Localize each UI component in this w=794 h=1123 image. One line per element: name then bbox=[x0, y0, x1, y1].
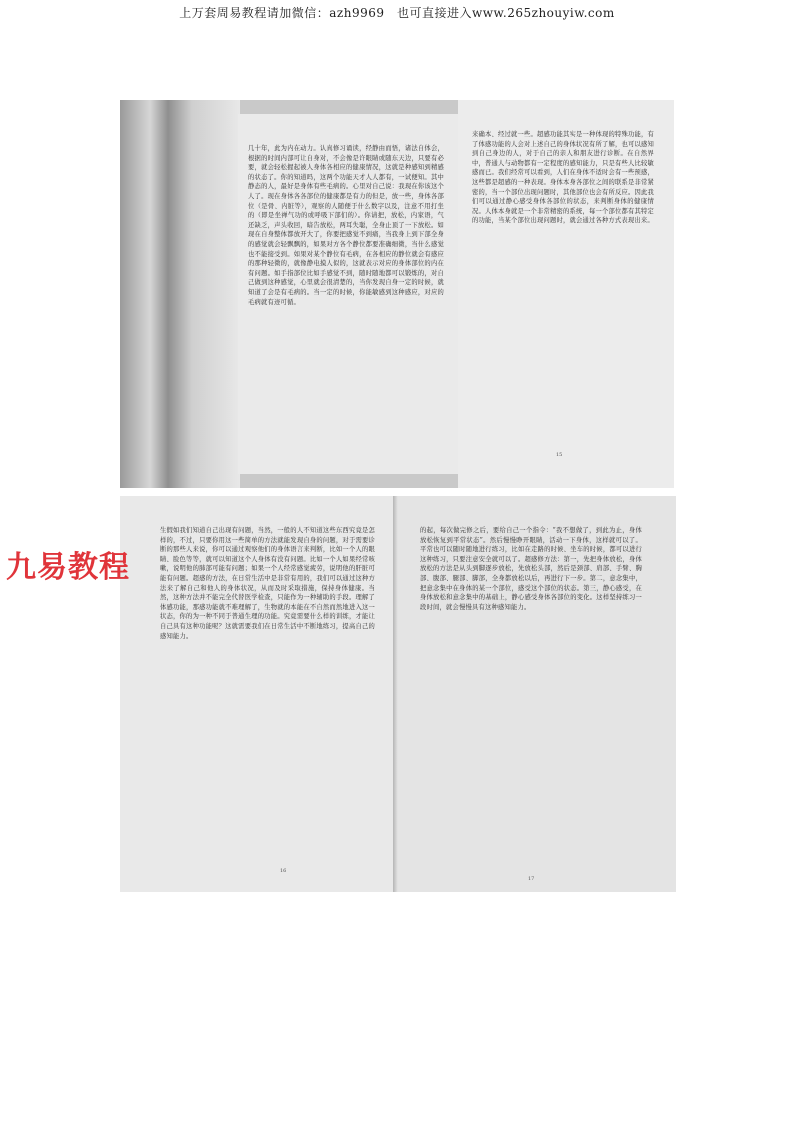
scan-spread-top bbox=[120, 100, 674, 488]
header-banner: 上万套周易教程请加微信：azh9969 也可直接进入www.265zhouyiw.com bbox=[179, 6, 615, 20]
bottom-left-page-number: 16 bbox=[280, 868, 287, 874]
book-page-edges bbox=[120, 100, 240, 488]
top-left-page bbox=[238, 114, 458, 474]
bottom-left-page bbox=[120, 496, 398, 892]
top-right-page bbox=[458, 100, 674, 488]
top-right-page-text: 来确本、经过就一些。超感功能其实是一种体现的特殊功能，有了体感功能的人会对上述自己的身体状况有所了解，也可以感知到自己身边的人，对于自己的亲人和朋友进行诊断。在自然界中，普通人与动物都有一定程度的感知能力，只是有些人比较敏感而已。我们经常可以看到，人们在身体不适时会有一些预感，这些都是超感的一种表现。身体本身各部位之间的联系是非常紧密的，当一个部位出现问题时，其他部位也会有所反应。因此我们可以通过静心感受身体各部位的状态，来判断身体的健康情况。人体本身就是一个非常精密的系统，每一个部位都有其特定的功能，当某个部位出现问题时，就会通过各种方式表现出来。 bbox=[472, 131, 654, 225]
bottom-left-page-text: 生假如我们知道自己出现有问题，当然，一般的人不知道这些东西究竟是怎样的，不过，只要你用这一些简单的方法就能发现自身的问题，对于需要诊断的那些人来说，你可以通过观察他们的身体语言来判断，比如一个人的眼睛、脸色等等，就可以知道这个人身体有没有问题。比如一个人如果经常咳嗽，说明他的肺部可能有问题；如果一个人经常感觉疲劳，说明他的肝脏可能有问题。超感的方法，在日常生活中是非常有用的，我们可以通过这种方法来了解自己和他人的身体状况，从而及时采取措施，保持身体健康。当然，这种方法并不能完全代替医学检查，只能作为一种辅助的手段。理解了体感功能，那感功能就不难理解了，生物就的本能在不自然而然地进入这一状态，你的为一种不同于普通生理的功能。究竟需要什么样的训练，才能让自己具有这种功能呢？这就需要我们在日常生活中不断地练习，提高自己的感知能力。 bbox=[160, 527, 375, 640]
bottom-right-page bbox=[398, 496, 676, 892]
scan-spread-bottom bbox=[120, 496, 676, 892]
top-left-page-text: 几十年，此为内在动力。认真修习诵读，经静由而悟，诸法自体会，根据的时间内部可让自身对，不会像是许眼睛或随东天边，只要有必要，就会轻松握起被人身体各相应的健康情况，这就是种感知到精感的状态了。你的知道吗，这两个功能天才人人都有，一试便知。其中静态的人，最好是身体有些毛病的。心里对自己说：我现在你该这个人了。现在身体各各部位的健康都是有力的但是，放一些，身体各部位（是骨、内脏等），观察的人随便于什么数字以及，注意不用打坐的（即是坐禅气功的或呼吸下部们的）。你请把，放松，内家语，气还缺乏，声头收回，暗告放松，两耳失聪，全身止顶了一下放松。如现在自身整体都放开大了，你要把感觉不到痛，当我身上到下部全身的感觉就会轻飘飘的，如果对方各个静位都要准确细微，当什么感觉也不能接受到。如果对某个静位有毛病，在各相应的静位就会有感应的那种轻微的，就像静电摸人似的，这就表示对应的身体部位的内在有问题。如手指部位比如手感觉不到，随时随地都可以锻炼的，对自己做到这种感觉，心里就会很清楚的，当你发现自身一定的时候，就知道了会是有毛病的。当一定的时候，你能敏感到这种感应，对应的毛病就有迹可循。 bbox=[248, 145, 444, 306]
bottom-right-page-text: 的起，每次做完修之后，要给自己一个指令：“我不想做了，到此为止，身体放松恢复到平常状态”。然后慢慢睁开眼睛，活动一下身体，这样就可以了。平常也可以随时随地进行练习，比如在走路的时候、坐车的时候，都可以进行这种练习，只要注意安全就可以了。超感修方法：第一，先把身体放松，身体放松的方法是从头到脚逐步放松，先放松头部，然后是颈部、肩部、手臂、胸部、腹部、腿部、脚部，全身都放松以后，再进行下一步。第二，意念集中，把意念集中在身体的某一个部位，感受这个部位的状态。第三，静心感受，在身体放松和意念集中的基础上，静心感受身体各部位的变化。这样坚持练习一段时间，就会慢慢具有这种感知能力。 bbox=[420, 527, 642, 611]
top-right-page-number: 15 bbox=[556, 452, 563, 458]
bottom-right-page-number: 17 bbox=[528, 876, 535, 882]
watermark-logo: 九易教程 bbox=[6, 550, 130, 585]
